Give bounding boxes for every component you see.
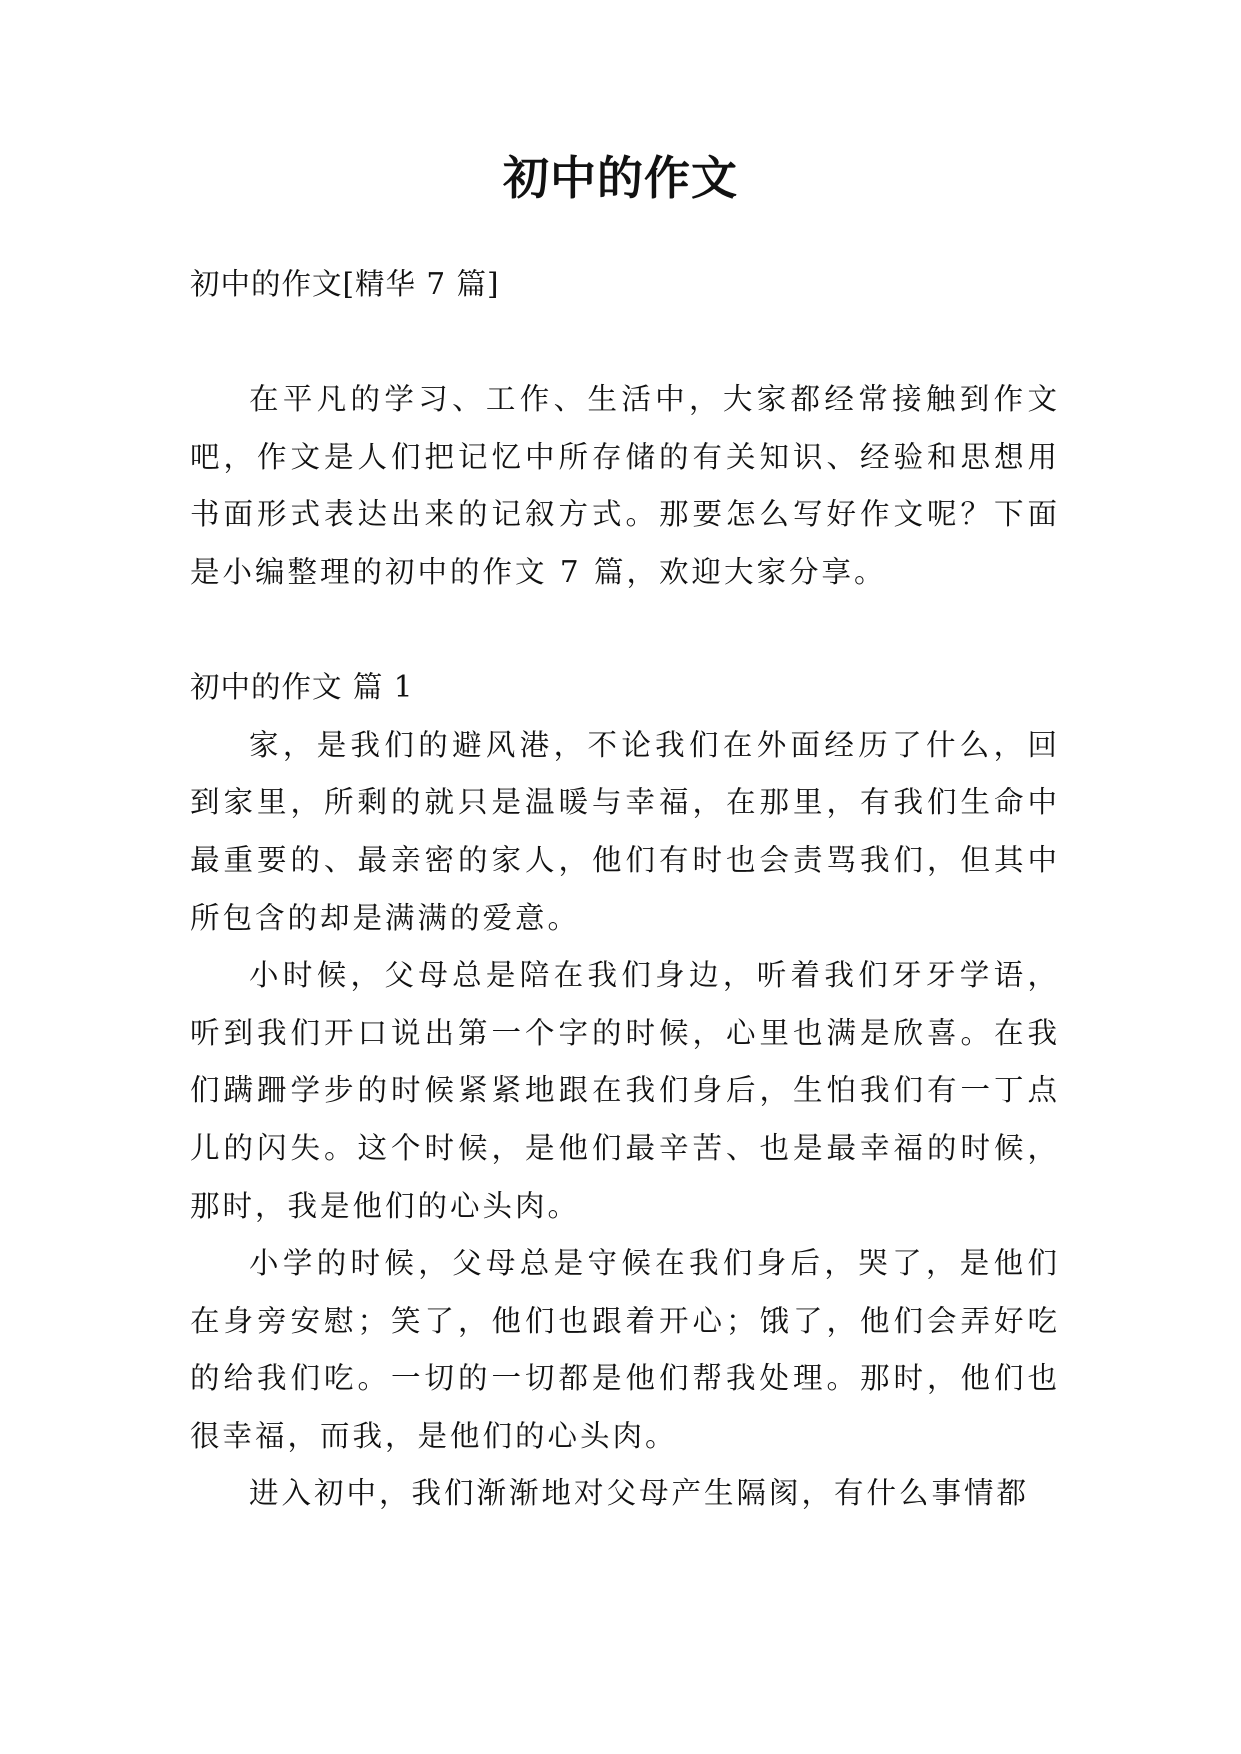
body-paragraph: 小时候，父母总是陪在我们身边，听着我们牙牙学语，听到我们开口说出第一个字的时候，心里也满是欣喜。在我们蹒跚学步的时候紧紧地跟在我们身后，生怕我们有一丁点儿的闪失。这个时候，是他们最辛苦、也是最幸福的时候，那时，我是他们的心头肉。 xyxy=(190,958,1060,1223)
spacer xyxy=(190,314,1060,372)
section-heading: 初中的作文 篇 1 xyxy=(190,670,414,705)
document-subtitle: 初中的作文[精华 7 篇] xyxy=(190,267,500,301)
body-paragraph: 小学的时候，父母总是守候在我们身后，哭了，是他们在身旁安慰；笑了，他们也跟着开心；饿了，他们会弄好吃的给我们吃。一切的一切都是他们帮我处理。那时，他们也很幸福，而我，是他们的心头肉。 xyxy=(190,1246,1060,1453)
body-paragraph: 进入初中，我们渐渐地对父母产生隔阂，有什么事情都 xyxy=(249,1476,1030,1511)
document-body xyxy=(190,256,1060,1523)
body-paragraph: 家，是我们的避风港，不论我们在外面经历了什么，回到家里，所剩的就只是温暖与幸福，在那里，有我们生命中最重要的、最亲密的家人，他们有时也会责骂我们，但其中所包含的却是满满的爱意。 xyxy=(190,727,1060,935)
spacer xyxy=(190,602,1060,660)
document-title: 初中的作文 xyxy=(503,151,738,205)
intro-paragraph: 在平凡的学习、工作、生活中，大家都经常接触到作文吧，作文是人们把记忆中所存储的有关知识、经验和思想用书面形式表达出来的记叙方式。那要怎么写好作文呢？下面是小编整理的初中的作文 7 篇，欢迎大家分享。 xyxy=(190,382,1060,589)
